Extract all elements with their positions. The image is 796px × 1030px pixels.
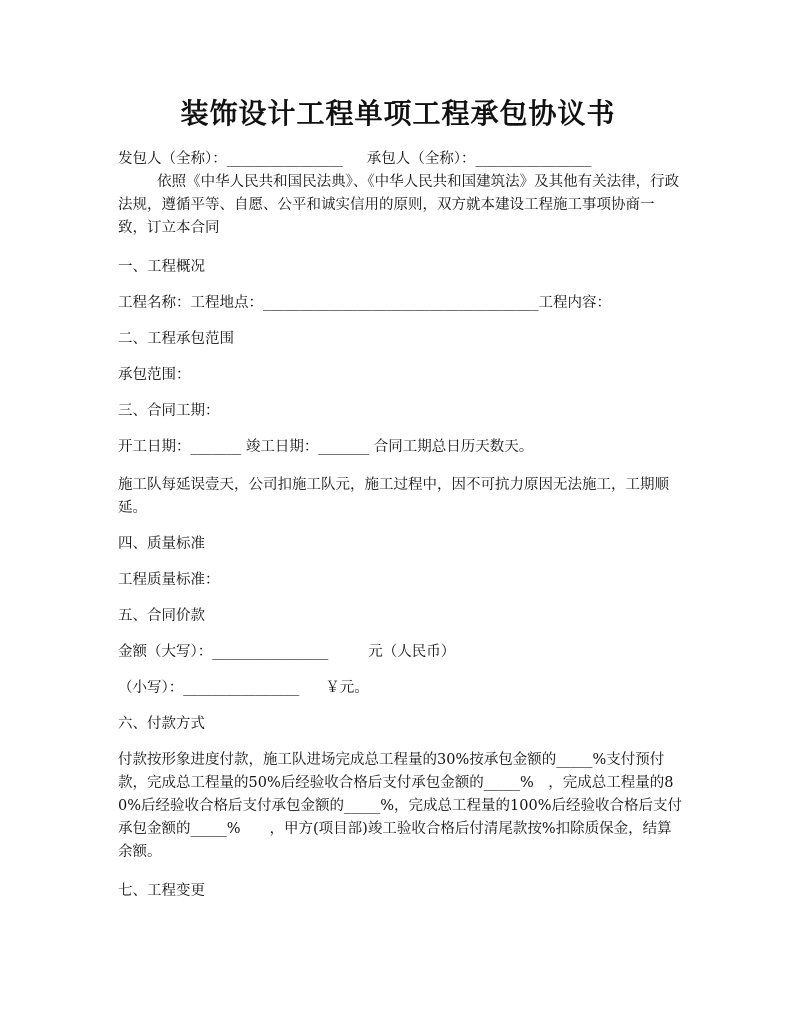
project-info-line: 工程名称：工程地点：______________________________________工程内容： (118, 295, 611, 311)
section-1-heading: 一、工程概况 (118, 259, 205, 275)
scope-line: 承包范围： (118, 367, 191, 383)
amount-lower-field: （小写）：________________ (118, 680, 300, 696)
section-4-heading: 四、质量标准 (118, 536, 205, 552)
dates-line: 开工日期：_______ 竣工日期：_______ 合同工期总日历天数天。 (118, 439, 534, 455)
quality-line: 工程质量标准： (118, 572, 220, 588)
amount-lower-line (118, 677, 688, 700)
section-2-heading: 二、工程承包范围 (118, 331, 234, 347)
section-7-heading: 七、工程变更 (118, 883, 205, 899)
document-title: 装饰设计工程单项工程承包协议书 (180, 97, 616, 130)
intro-paragraph: 依照《中华人民共和国民法典》、《中华人民共和国建筑法》及其他有关法律，行政法规，遵循平等、自愿、公平和诚实信用的原则，双方就本建设工程施工事项协商一致，订立本合同 (118, 174, 680, 236)
delay-paragraph: 施工队每延误壹天，公司扣施工队元，施工过程中，因不可抗力原因无法施工，工期顺延。 (118, 477, 669, 516)
parties-line (118, 148, 688, 171)
amount-upper-line (118, 641, 688, 664)
amount-upper-unit: 元（人民币） (368, 644, 456, 660)
section-6-heading: 六、付款方式 (118, 716, 205, 732)
employer-field: 发包人（全称）：________________ (118, 151, 343, 167)
contractor-field: 承包人（全称）：________________ (366, 151, 592, 167)
amount-lower-unit: ￥元。 (325, 680, 369, 696)
payment-paragraph: 付款按形象进度付款，施工队进场完成总工程量的30%按承包金额的_____%支付预付款，完成总工程量的50%后经验收合格后支付承包金额的_____% ，完成总工程量的80%后经验收合格后支付承包金额的_____%，完成总工程量的100%后经验收合格后支付承包金额的_____% ，甲方(项目部)竣工验收合格后付清尾款按%扣除质保金，结算余额。 (118, 752, 682, 860)
amount-upper-field: 金额（大写）：________________ (118, 644, 329, 660)
section-3-heading: 三、合同工期： (118, 403, 220, 419)
section-5-heading: 五、合同价款 (118, 608, 205, 624)
